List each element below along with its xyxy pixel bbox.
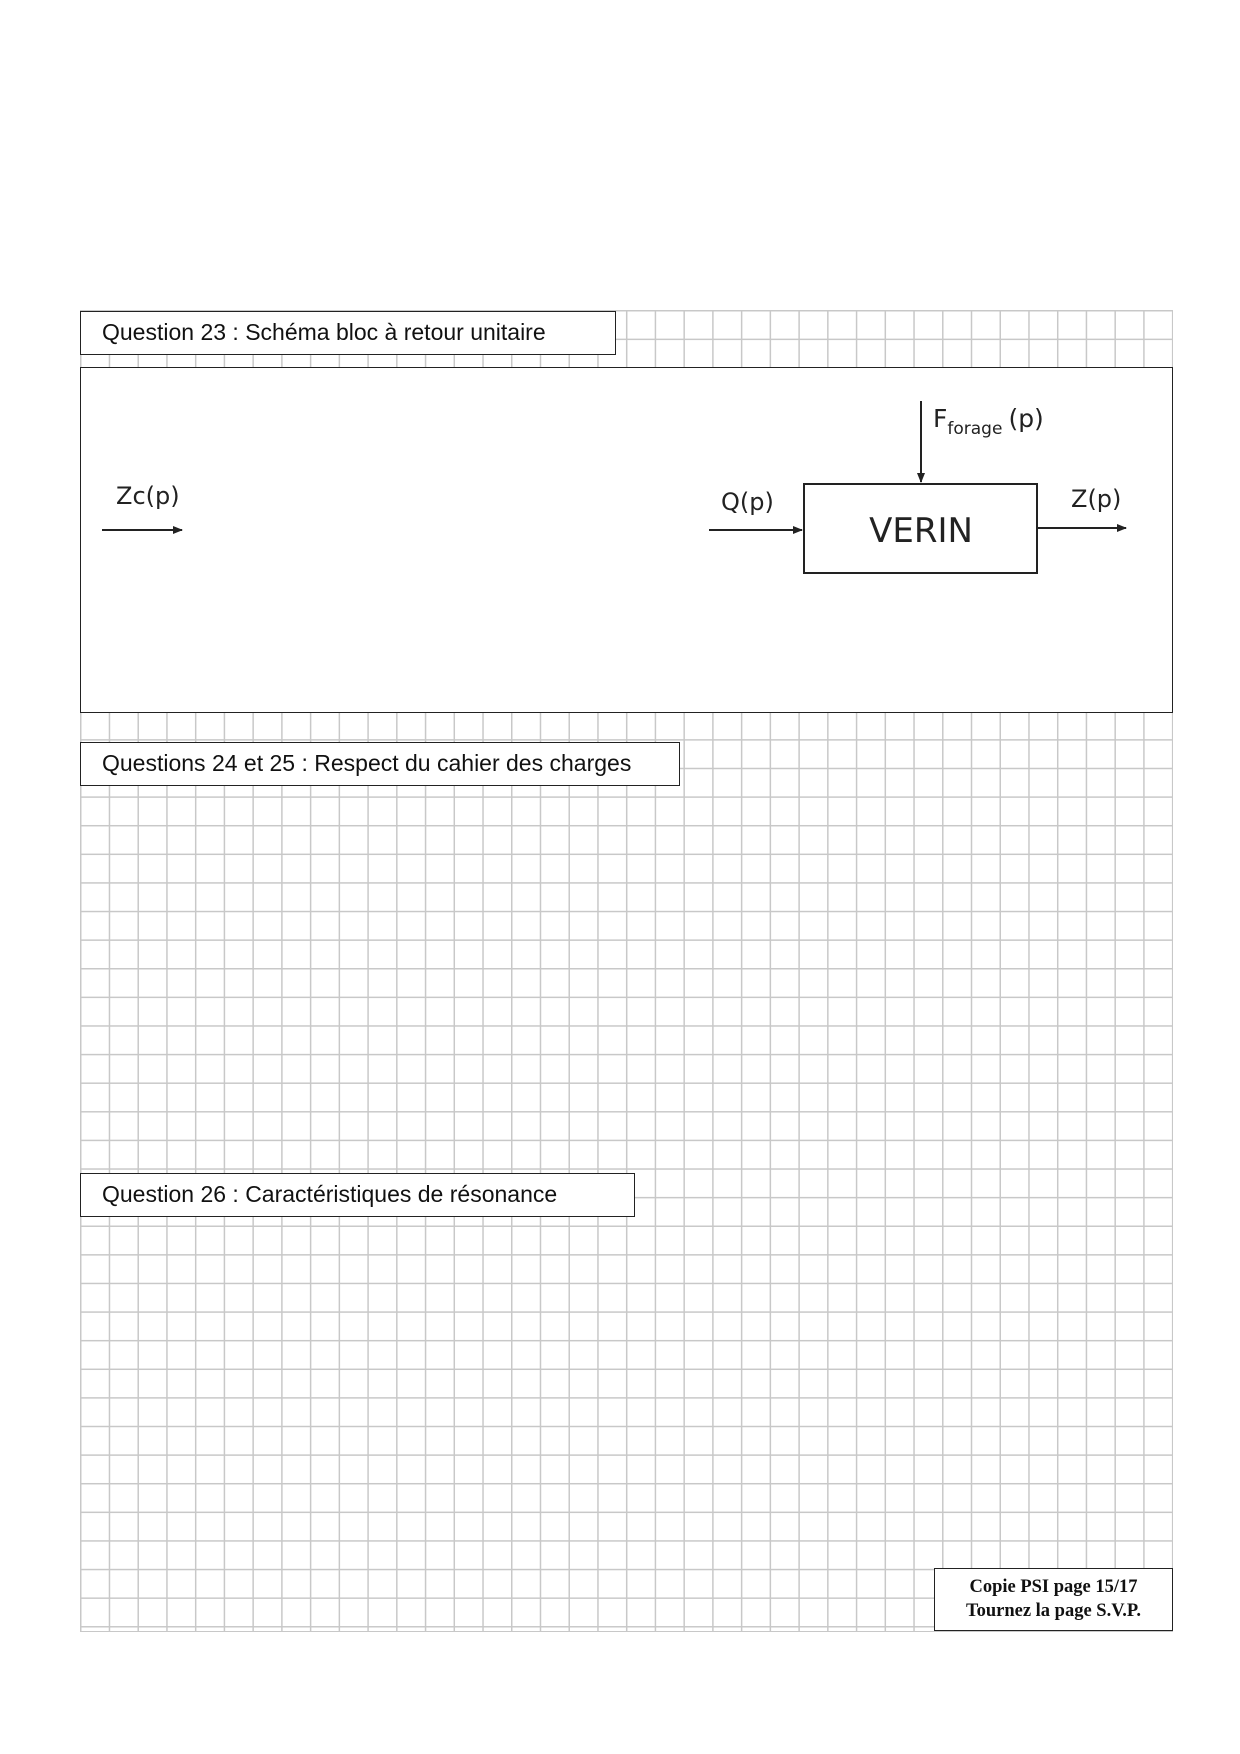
output-signal-label: Z(p): [1071, 485, 1122, 513]
block-diagram: [81, 368, 1174, 714]
question-23-label: Question 23 : Schéma bloc à retour unitaire: [80, 311, 616, 355]
footer-turn-page: Tournez la page S.V.P.: [965, 1601, 1142, 1621]
input-signal-label: Zc(p): [116, 482, 180, 510]
flow-signal-label: Q(p): [721, 488, 774, 516]
page-footer: [934, 1568, 1173, 1631]
footer-page-number: Copie PSI page 15/17: [969, 1577, 1138, 1597]
question-24-25-label: Questions 24 et 25 : Respect du cahier des charges: [80, 742, 680, 786]
verin-block-label: VERIN: [869, 511, 973, 551]
block-diagram-area[interactable]: [80, 367, 1173, 713]
question-26-label: Question 26 : Caractéristiques de résonance: [80, 1173, 635, 1217]
disturbance-label: Fforage (p): [933, 404, 1044, 439]
